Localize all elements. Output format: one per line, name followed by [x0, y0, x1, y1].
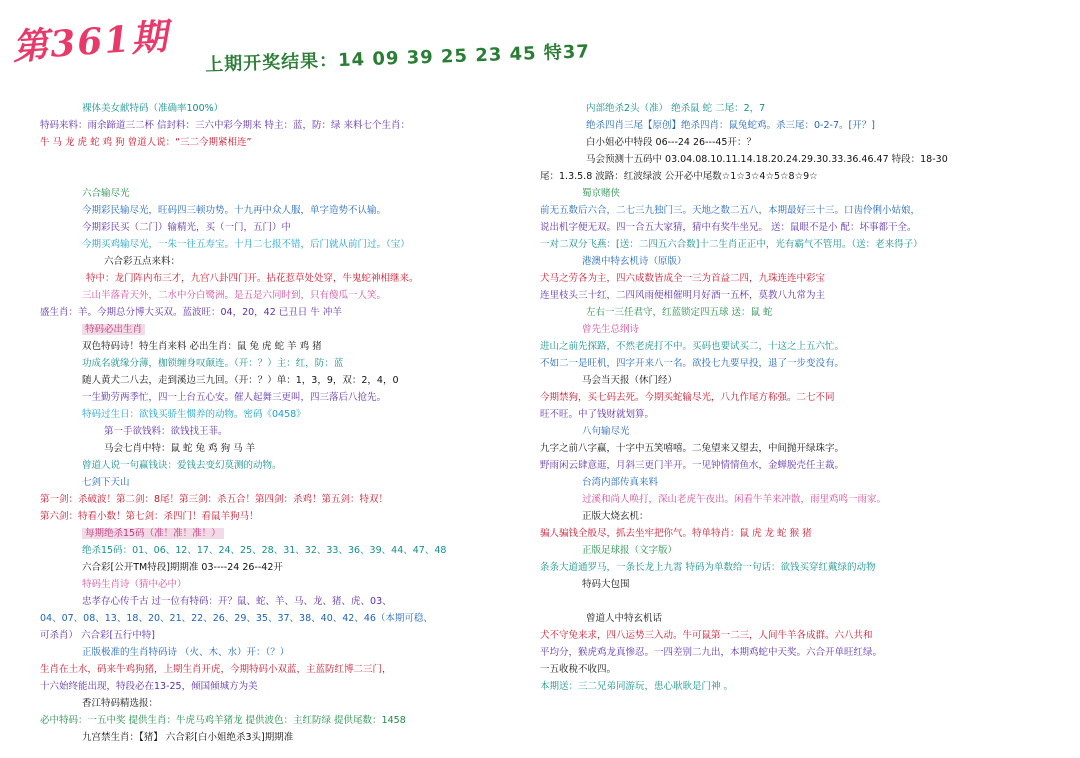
left-text-line: 今期彩民输尽光，旺码四三顿功势。十九再中众人服，单字造势不认输。 [82, 205, 387, 216]
left-text-line: 六合彩[公开TM特段]期期准 03----24 26--42开 [82, 562, 283, 573]
right-text-line: 条条大道通罗马，一条长龙上九霄 特码为单数给一句话：欲钱买穿红戴绿的动物 [540, 562, 876, 573]
right-text-line: 说出机字便无双。四一合五大家猜，猜中有奖牛坐兄。 送：鼠眼不是小 配：坏事都干全。 [540, 222, 917, 233]
left-column [40, 100, 510, 746]
right-text-line: 左右一三任君守，红蓝锁定四五球 送：鼠 蛇 [586, 307, 773, 318]
right-text-line: 特码大包围 [582, 579, 630, 590]
right-text-line: 连里枝头三十红，二四风雨便相催明月好酒一五杯，莫教八九常为主 [540, 290, 826, 301]
left-text-line: 六合彩五点来料： [104, 256, 181, 267]
left-text-line: 九宫禁生肖：【猪】 六合彩[白小姐绝杀3头]期期准 [82, 732, 294, 743]
right-text-line: 港澳中特玄机诗（原版） [582, 256, 687, 267]
left-text-line: 功成名就缘分薄，枷锁缠身叹颠连。（开：？）主：红，防：蓝 [82, 358, 344, 369]
left-text-line: 04、07、08、13、18、20、21、22、26、29、35、37、38、40、42、46（本期可稳、 [40, 613, 433, 624]
left-text-line: 今期买鸡输尽光，一朱一往五寿宝。十月二七报不错，后门就从前门过。（宝） [82, 239, 410, 250]
right-text-line: 九字之前八字赢，十字中五笑嘻嘻。二兔望来又望去，中间抛开绿珠字。 [540, 443, 845, 454]
left-text-line: 裸体美女献特码（准确率100%） [82, 103, 224, 114]
right-text-line: 台湾内部传真来料 [582, 477, 659, 488]
right-text-line: 绝杀四肖三尾【原创】绝杀四肖：鼠兔蛇鸡。杀三尾：0-2-7。[开？] [586, 120, 875, 131]
right-text-line: 野雨闲云肆意逛，月斜三更门半开。一见钟情情鱼水，金蝉脱壳任主裁。 [540, 460, 845, 471]
left-text-line: 香江特码精选报： [82, 698, 159, 709]
right-text-line: 曾先生总纲诗 [582, 324, 640, 335]
left-text-line: 今期彩民买（二门）输精光，买（一门，五门）中 [82, 222, 292, 233]
left-text-line: 绝杀15码：01、06、12、17、24、25、28、31、32、33、36、39、44、47、48 [82, 545, 447, 556]
right-text-line: 进山之前先探路，不然老虎打不中。买码也要试买二，十这之上五六忙。 [540, 341, 845, 352]
left-text-line: 第一手欲钱料：欲钱找王菲。 [104, 426, 228, 437]
right-text-line: 平均分，猴虎鸡龙真惨忍。一四差别二九出，本期鸡蛇中天奖。六合开单旺红绿。 [540, 647, 883, 658]
left-text-line: 随人黄犬二八去，走到溪边三九回。（开：？）单：1，3，9，双：2，4，0 [82, 375, 399, 386]
left-text-line: 盛生肖：羊。今期总分博大买双。蓝波旺：04，20，42 已丑日 牛 冲羊 [40, 307, 342, 318]
right-text-line: 内部绝杀2头（准） 绝杀鼠 蛇 二尾：2，7 [586, 103, 766, 114]
left-text-line: 十六始终能出现，特段必在13-25，倾国倾城方为美 [40, 681, 258, 692]
left-text-line: 特码生肖诗（猜中必中） [82, 579, 187, 590]
right-text-line: 一五收稅不收四。 [540, 664, 617, 675]
right-text-line: 一对二双分飞燕：[送：二四五六合数]十二生肖正正中，光有霸气不管用。（送：老来得子） [540, 239, 923, 250]
right-text-line [540, 593, 1045, 610]
right-text-line: 马会当天报（休门经） [582, 375, 678, 386]
left-text-line: 生肖在土水，码来牛鸡狗猪，上期生肖开虎，今期特码小双蓝，主蓝防红博二三门， [40, 664, 392, 675]
left-text-line: 特码来料：雨余蹄道三二杯 信封料：三六中彩今期来 特主：蓝，防：绿 来料七个生肖： [40, 120, 411, 131]
left-text-line: 七剑下天山 [82, 477, 130, 488]
right-text-line: 曾道人中特玄机话 [586, 613, 663, 624]
left-text-line: 马会七肖中特：鼠 蛇 兔 鸡 狗 马 羊 [104, 443, 256, 454]
left-text-line: 特码过生日：欲钱买骄生惯养的动物。密码《0458》 [82, 409, 306, 420]
left-text-line: 双色特码诗！特生肖来料 必出生肖：鼠 兔 虎 蛇 羊 鸡 猪 [82, 341, 322, 352]
right-text-line: 马会预测十五码中 03.04.08.10.11.14.18.20.24.29.30.33.36.46.47 特段：18-30 [586, 154, 948, 165]
left-text-line: 第六剑：特看小数！第七剑：杀四门！看鼠羊狗马！ [40, 511, 259, 522]
right-text-line: 犬马之劳各为主，四六成数皆成全一三为首益二四，九珠连连中彩宝 [540, 273, 826, 284]
left-text-line: 三山半落青天外，二水中分白鹭洲。是五是六同时到，只有傻瓜一人笑。 [82, 290, 387, 301]
left-text-line [40, 321, 510, 338]
highlight-label: 每期绝杀15码（准！准！准！） [82, 528, 224, 539]
left-text-line [40, 168, 510, 185]
right-text-line: 白小姐必中特段 06---24 26---45开：？ [586, 137, 756, 148]
right-text-line: 前无五数后六合，二七三九独门三。天地之数二五八，本期最好三十三。口齿伶俐小姑娘， [540, 205, 921, 216]
right-text-line: 旺不旺。中了钱财就划算。 [540, 409, 655, 420]
right-text-line: 八句输尽光 [582, 426, 630, 437]
right-text-line: 过溪和尚人唤打，深山老虎午夜出。闲看牛羊来冲散，雨里鸡鸣一雨家。 [582, 494, 887, 505]
left-text-line [40, 151, 510, 168]
right-text-line: 正版大烧玄机： [582, 511, 649, 522]
right-text-line: 骗人骗钱全般尽，抓去坐牢把你气。特单特肖：鼠 虎 龙 蛇 猴 猪 [540, 528, 812, 539]
right-column [540, 100, 1045, 695]
left-text-line: 必中特码：一五中奖 提供生肖：牛虎马鸡羊猪龙 提供波色：主红防绿 提供尾数：1458 [40, 715, 406, 726]
left-text-line: 忠孝存心传千古 过一位有特码：开？鼠、蛇、羊、马、龙、猪、虎、03、 [82, 596, 392, 607]
left-text-line: 第一剑：杀破波！第二剑：8尾！第三剑：杀五合！第四剑：杀鸡！第五剑：特双！ [40, 494, 389, 505]
issue-number: 第361期 [10, 15, 171, 69]
left-text-line [40, 525, 510, 542]
left-text-line: 正版极准的生肖特码诗 （火、木、水）开：（？） [82, 647, 290, 658]
right-text-line: 不如二一是旺机，四字开来八一名。欲投七九要早投，退了一步变没有。 [540, 358, 845, 369]
left-text-line: 特中：龙门阵内布三才，九宫八卦四门开。拈花惹草处处穿，牛鬼蛇神相继来。 [86, 273, 419, 284]
left-text-line: 六合输尽光 [82, 188, 130, 199]
left-text-line: 曾道人说一句赢钱诀：爱钱去变幻莫测的动物。 [82, 460, 282, 471]
right-text-line: 本期送：三二兄弟同游玩，患心耿耿是门神 。 [540, 681, 734, 692]
left-text-line: 可杀肖） 六合彩[五行中特] [40, 630, 155, 641]
right-text-line: 犬不守兔来求，四八运势三入动。牛可鼠第一二三，人间牛羊各成群。六八共和 [540, 630, 873, 641]
left-text-line: 牛 马 龙 虎 蛇 鸡 狗 曾道人说：“三二今期紧相连” [40, 137, 252, 148]
right-text-line: 尾：1.3.5.8 波路：红波绿波 公开必中尾数☆1☆3☆4☆5☆8☆9☆ [540, 171, 818, 182]
right-text-line: 正版足球报（文字版） [582, 545, 678, 556]
right-text-line: 蜀京赌侠 [582, 188, 621, 199]
left-text-line: 一生勤劳两季忙，四一上台五心安。催人起舞三更叫，四三落后八抢先。 [82, 392, 387, 403]
last-draw-result: 上期开奖结果：14 09 39 25 23 45 特37 [204, 41, 591, 76]
right-text-line: 今期禁狗，买七码去死。今期买蛇输尽光，八九作尾方称强。二七不同 [540, 392, 835, 403]
highlight-label: 特码必出生肖 [82, 324, 145, 335]
